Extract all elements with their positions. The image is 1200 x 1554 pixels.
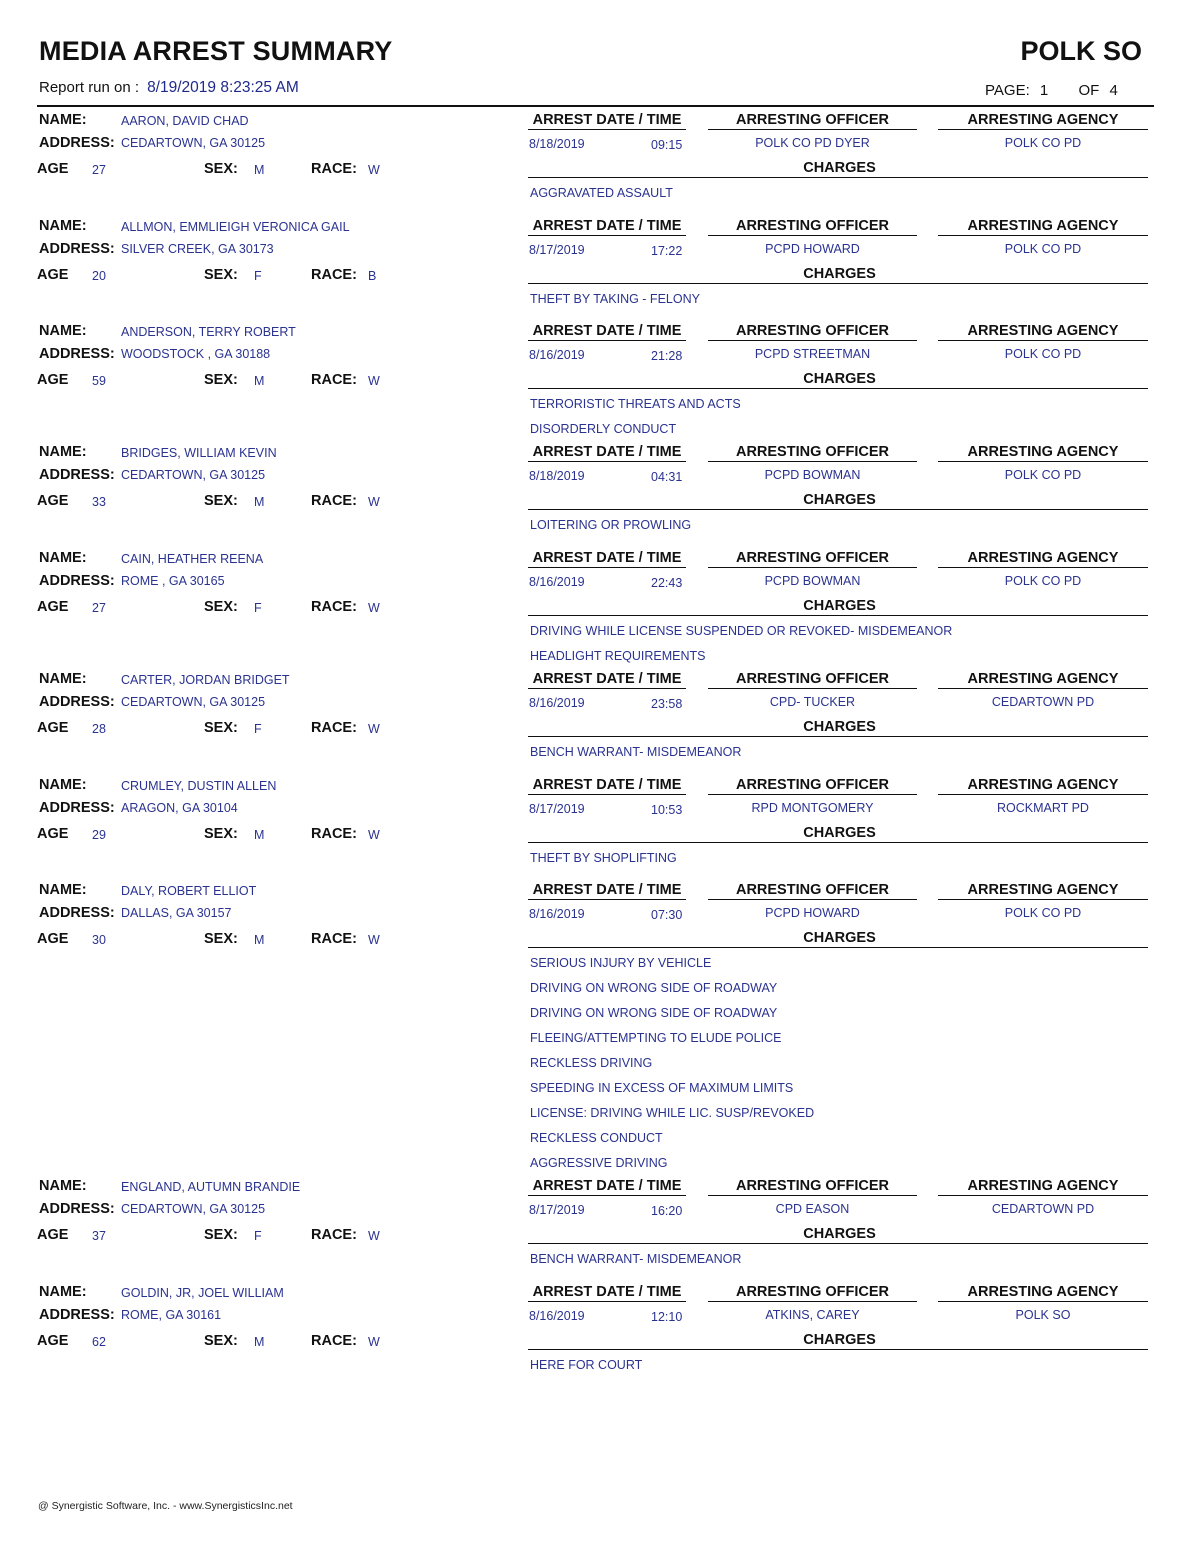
charges-label: CHARGES: [803, 266, 876, 282]
charge-item: HEADLIGHT REQUIREMENTS: [530, 649, 706, 663]
address-value: CEDARTOWN, GA 30125: [121, 695, 266, 709]
charges-header: [528, 160, 1148, 178]
arrest-date-value: 8/16/2019: [529, 348, 585, 362]
address-label: ADDRESS:: [39, 1307, 115, 1323]
officer-header: ARRESTING OFFICER: [708, 1284, 917, 1302]
sex-value: M: [254, 374, 265, 388]
charges-label: CHARGES: [803, 160, 876, 176]
age-value: 27: [92, 163, 106, 177]
address-value: ROME, GA 30161: [121, 1308, 222, 1322]
officer-value: CPD EASON: [775, 1202, 850, 1216]
report-run-line: [39, 79, 299, 97]
name-label: NAME:: [39, 1178, 87, 1194]
age-value: 28: [92, 722, 106, 736]
charges-list: [530, 1252, 741, 1277]
age-label: AGE: [37, 1333, 69, 1349]
agency-header: ARRESTING AGENCY: [938, 550, 1148, 568]
agency-title: POLK SO: [1020, 36, 1142, 66]
race-label: RACE:: [311, 267, 357, 283]
officer-value: PCPD BOWMAN: [764, 468, 861, 482]
age-value: 27: [92, 601, 106, 615]
officer-header: ARRESTING OFFICER: [708, 671, 917, 689]
agency-header: ARRESTING AGENCY: [938, 323, 1148, 341]
charge-item: BENCH WARRANT- MISDEMEANOR: [530, 745, 742, 759]
officer-header: ARRESTING OFFICER: [708, 550, 917, 568]
arrest-date-header: ARREST DATE / TIME: [528, 1178, 686, 1196]
age-label: AGE: [37, 599, 69, 615]
charge-item: AGGRESSIVE DRIVING: [530, 1156, 668, 1170]
agency-value: CEDARTOWN PD: [991, 695, 1095, 709]
name-value: BRIDGES, WILLIAM KEVIN: [121, 446, 277, 460]
age-label: AGE: [37, 1227, 69, 1243]
agency-value: POLK SO: [1015, 1308, 1071, 1322]
page-indicator: [985, 82, 1124, 99]
arrest-date-header: ARREST DATE / TIME: [528, 671, 686, 689]
charges-label: CHARGES: [803, 371, 876, 387]
arrest-date-value: 8/18/2019: [529, 137, 585, 151]
address-label: ADDRESS:: [39, 694, 115, 710]
arrest-date-header: ARREST DATE / TIME: [528, 1284, 686, 1302]
sex-value: M: [254, 933, 265, 947]
race-label: RACE:: [311, 599, 357, 615]
name-label: NAME:: [39, 323, 87, 339]
charge-item: BENCH WARRANT- MISDEMEANOR: [530, 1252, 742, 1266]
age-label: AGE: [37, 372, 69, 388]
arrest-time-value: 21:28: [651, 349, 683, 363]
arrest-date-value: 8/17/2019: [529, 1203, 585, 1217]
address-value: CEDARTOWN, GA 30125: [121, 136, 266, 150]
age-label: AGE: [37, 720, 69, 736]
name-label: NAME:: [39, 218, 87, 234]
sex-label: SEX:: [204, 1227, 238, 1243]
address-label: ADDRESS:: [39, 241, 115, 257]
sex-label: SEX:: [204, 372, 238, 388]
charges-header: [528, 719, 1148, 737]
sex-label: SEX:: [204, 267, 238, 283]
agency-value: POLK CO PD: [1004, 468, 1082, 482]
charges-label: CHARGES: [803, 1226, 876, 1242]
agency-value: POLK CO PD: [1004, 347, 1082, 361]
agency-header: ARRESTING AGENCY: [938, 777, 1148, 795]
agency-value: ROCKMART PD: [997, 801, 1089, 815]
age-value: 29: [92, 828, 106, 842]
arrest-time-value: 23:58: [651, 697, 683, 711]
charges-header: [528, 1332, 1148, 1350]
sex-value: F: [254, 1229, 262, 1243]
sex-label: SEX:: [204, 599, 238, 615]
race-label: RACE:: [311, 372, 357, 388]
name-value: ENGLAND, AUTUMN BRANDIE: [121, 1180, 301, 1194]
officer-value: ATKINS, CAREY: [765, 1308, 860, 1322]
sex-value: M: [254, 828, 265, 842]
name-value: ANDERSON, TERRY ROBERT: [121, 325, 296, 339]
race-value: W: [368, 1335, 380, 1349]
officer-value: PCPD BOWMAN: [764, 574, 861, 588]
arrest-date-header: ARREST DATE / TIME: [528, 882, 686, 900]
page-number: 1: [1039, 82, 1049, 99]
charges-list: [530, 518, 691, 543]
charge-item: RECKLESS CONDUCT: [530, 1131, 663, 1145]
officer-value: RPD MONTGOMERY: [751, 801, 874, 815]
charges-list: [530, 1358, 642, 1383]
charge-item: DRIVING WHILE LICENSE SUSPENDED OR REVOKED- MISDEMEANOR: [530, 624, 953, 638]
arrest-time-value: 04:31: [651, 470, 683, 484]
name-value: AARON, DAVID CHAD: [121, 114, 249, 128]
age-value: 37: [92, 1229, 106, 1243]
address-value: ARAGON, GA 30104: [121, 801, 238, 815]
charge-item: AGGRAVATED ASSAULT: [530, 186, 673, 200]
arrest-date-value: 8/17/2019: [529, 243, 585, 257]
agency-value: POLK CO PD: [1004, 574, 1082, 588]
officer-header: ARRESTING OFFICER: [708, 1178, 917, 1196]
officer-value: CPD- TUCKER: [769, 695, 856, 709]
arrest-time-value: 07:30: [651, 908, 683, 922]
arrest-date-value: 8/16/2019: [529, 696, 585, 710]
report-title: MEDIA ARREST SUMMARY: [39, 36, 393, 66]
charge-item: LICENSE: DRIVING WHILE LIC. SUSP/REVOKED: [530, 1106, 815, 1120]
address-label: ADDRESS:: [39, 467, 115, 483]
arrest-date-header: ARREST DATE / TIME: [528, 550, 686, 568]
page-total: 4: [1109, 82, 1118, 99]
agency-header: ARRESTING AGENCY: [938, 1284, 1148, 1302]
age-value: 59: [92, 374, 106, 388]
officer-header: ARRESTING OFFICER: [708, 882, 917, 900]
charges-label: CHARGES: [803, 1332, 876, 1348]
officer-header: ARRESTING OFFICER: [708, 218, 917, 236]
address-label: ADDRESS:: [39, 346, 115, 362]
charges-list: [530, 186, 673, 211]
agency-header: ARRESTING AGENCY: [938, 882, 1148, 900]
race-label: RACE:: [311, 161, 357, 177]
address-label: ADDRESS:: [39, 905, 115, 921]
address-value: SILVER CREEK, GA 30173: [121, 242, 274, 256]
sex-label: SEX:: [204, 720, 238, 736]
agency-header: ARRESTING AGENCY: [938, 444, 1148, 462]
charges-header: [528, 598, 1148, 616]
agency-value: CEDARTOWN PD: [991, 1202, 1095, 1216]
agency-header: ARRESTING AGENCY: [938, 218, 1148, 236]
footer-credit: @ Synergistic Software, Inc. - www.SynergisticsInc.net: [38, 1500, 293, 1512]
report-run-value: 8/19/2019 8:23:25 AM: [147, 79, 299, 96]
arrest-date-header: ARREST DATE / TIME: [528, 218, 686, 236]
sex-value: F: [254, 269, 262, 283]
officer-value: PCPD HOWARD: [765, 242, 860, 256]
charges-list: [530, 745, 741, 770]
sex-value: F: [254, 601, 262, 615]
name-value: CARTER, JORDAN BRIDGET: [121, 673, 290, 687]
arrest-time-value: 22:43: [651, 576, 683, 590]
arrest-time-value: 12:10: [651, 1310, 683, 1324]
agency-header: ARRESTING AGENCY: [938, 671, 1148, 689]
race-value: B: [368, 269, 377, 283]
address-value: CEDARTOWN, GA 30125: [121, 1202, 266, 1216]
arrest-time-value: 10:53: [651, 803, 683, 817]
arrest-date-value: 8/18/2019: [529, 469, 585, 483]
charge-item: FLEEING/ATTEMPTING TO ELUDE POLICE: [530, 1031, 782, 1045]
address-value: DALLAS, GA 30157: [121, 906, 232, 920]
officer-value: POLK CO PD DYER: [755, 136, 870, 150]
name-label: NAME:: [39, 550, 87, 566]
name-label: NAME:: [39, 112, 87, 128]
sex-label: SEX:: [204, 931, 238, 947]
race-value: W: [368, 495, 380, 509]
age-value: 30: [92, 933, 106, 947]
charges-header: [528, 930, 1148, 948]
charge-item: HERE FOR COURT: [530, 1358, 643, 1372]
of-label: OF: [1078, 82, 1100, 99]
officer-value: PCPD HOWARD: [765, 906, 860, 920]
address-label: ADDRESS:: [39, 1201, 115, 1217]
race-label: RACE:: [311, 931, 357, 947]
address-label: ADDRESS:: [39, 573, 115, 589]
address-value: CEDARTOWN, GA 30125: [121, 468, 266, 482]
officer-header: ARRESTING OFFICER: [708, 444, 917, 462]
arrest-time-value: 16:20: [651, 1204, 683, 1218]
agency-header: ARRESTING AGENCY: [938, 112, 1148, 130]
charges-label: CHARGES: [803, 598, 876, 614]
race-value: W: [368, 601, 380, 615]
arrest-time-value: 09:15: [651, 138, 683, 152]
name-label: NAME:: [39, 444, 87, 460]
name-value: GOLDIN, JR, JOEL WILLIAM: [121, 1286, 284, 1300]
sex-value: M: [254, 163, 265, 177]
race-value: W: [368, 722, 380, 736]
agency-value: POLK CO PD: [1004, 136, 1082, 150]
arrest-date-value: 8/17/2019: [529, 802, 585, 816]
arrest-date-header: ARREST DATE / TIME: [528, 444, 686, 462]
charge-item: DRIVING ON WRONG SIDE OF ROADWAY: [530, 981, 778, 995]
race-value: W: [368, 933, 380, 947]
arrest-date-header: ARREST DATE / TIME: [528, 112, 686, 130]
charges-label: CHARGES: [803, 492, 876, 508]
name-label: NAME:: [39, 882, 87, 898]
name-value: DALY, ROBERT ELLIOT: [121, 884, 257, 898]
header-rule: [37, 105, 1154, 107]
sex-label: SEX:: [204, 161, 238, 177]
charge-item: SERIOUS INJURY BY VEHICLE: [530, 956, 712, 970]
race-label: RACE:: [311, 493, 357, 509]
agency-value: POLK CO PD: [1004, 906, 1082, 920]
race-value: W: [368, 163, 380, 177]
age-value: 33: [92, 495, 106, 509]
race-label: RACE:: [311, 1227, 357, 1243]
charges-header: [528, 492, 1148, 510]
race-value: W: [368, 374, 380, 388]
charge-item: LOITERING OR PROWLING: [530, 518, 692, 532]
address-value: ROME , GA 30165: [121, 574, 225, 588]
charges-header: [528, 825, 1148, 843]
charges-label: CHARGES: [803, 825, 876, 841]
charges-header: [528, 1226, 1148, 1244]
race-value: W: [368, 1229, 380, 1243]
arrest-date-header: ARREST DATE / TIME: [528, 777, 686, 795]
age-label: AGE: [37, 931, 69, 947]
charge-item: DRIVING ON WRONG SIDE OF ROADWAY: [530, 1006, 778, 1020]
officer-header: ARRESTING OFFICER: [708, 112, 917, 130]
age-value: 20: [92, 269, 106, 283]
charge-item: TERRORISTIC THREATS AND ACTS: [530, 397, 741, 411]
age-value: 62: [92, 1335, 106, 1349]
page-label: PAGE:: [985, 82, 1030, 99]
sex-label: SEX:: [204, 1333, 238, 1349]
name-value: CRUMLEY, DUSTIN ALLEN: [121, 779, 277, 793]
name-value: ALLMON, EMMLIEIGH VERONICA GAIL: [121, 220, 350, 234]
age-label: AGE: [37, 826, 69, 842]
arrest-date-value: 8/16/2019: [529, 907, 585, 921]
sex-value: M: [254, 1335, 265, 1349]
charges-header: [528, 371, 1148, 389]
arrest-time-value: 17:22: [651, 244, 683, 258]
officer-header: ARRESTING OFFICER: [708, 323, 917, 341]
arrest-date-header: ARREST DATE / TIME: [528, 323, 686, 341]
age-label: AGE: [37, 267, 69, 283]
charge-item: DISORDERLY CONDUCT: [530, 422, 677, 436]
arrest-date-value: 8/16/2019: [529, 575, 585, 589]
charges-header: [528, 266, 1148, 284]
race-label: RACE:: [311, 720, 357, 736]
charges-list: [530, 292, 700, 317]
race-label: RACE:: [311, 826, 357, 842]
name-label: NAME:: [39, 1284, 87, 1300]
officer-header: ARRESTING OFFICER: [708, 777, 917, 795]
sex-label: SEX:: [204, 826, 238, 842]
address-label: ADDRESS:: [39, 135, 115, 151]
officer-value: PCPD STREETMAN: [754, 347, 871, 361]
charge-item: RECKLESS DRIVING: [530, 1056, 653, 1070]
race-label: RACE:: [311, 1333, 357, 1349]
report-run-label: Report run on :: [39, 79, 140, 96]
arrest-date-value: 8/16/2019: [529, 1309, 585, 1323]
sex-value: F: [254, 722, 262, 736]
charges-list: [530, 956, 814, 1181]
age-label: AGE: [37, 161, 69, 177]
charges-list: [530, 624, 952, 674]
charges-list: [530, 397, 741, 447]
charge-item: THEFT BY TAKING - FELONY: [530, 292, 700, 306]
race-value: W: [368, 828, 380, 842]
age-label: AGE: [37, 493, 69, 509]
sex-value: M: [254, 495, 265, 509]
charge-item: SPEEDING IN EXCESS OF MAXIMUM LIMITS: [530, 1081, 794, 1095]
name-value: CAIN, HEATHER REENA: [121, 552, 264, 566]
name-label: NAME:: [39, 777, 87, 793]
agency-header: ARRESTING AGENCY: [938, 1178, 1148, 1196]
charges-label: CHARGES: [803, 930, 876, 946]
address-label: ADDRESS:: [39, 800, 115, 816]
sex-label: SEX:: [204, 493, 238, 509]
agency-value: POLK CO PD: [1004, 242, 1082, 256]
address-value: WOODSTOCK , GA 30188: [121, 347, 271, 361]
charge-item: THEFT BY SHOPLIFTING: [530, 851, 677, 865]
charges-list: [530, 851, 677, 876]
name-label: NAME:: [39, 671, 87, 687]
charges-label: CHARGES: [803, 719, 876, 735]
